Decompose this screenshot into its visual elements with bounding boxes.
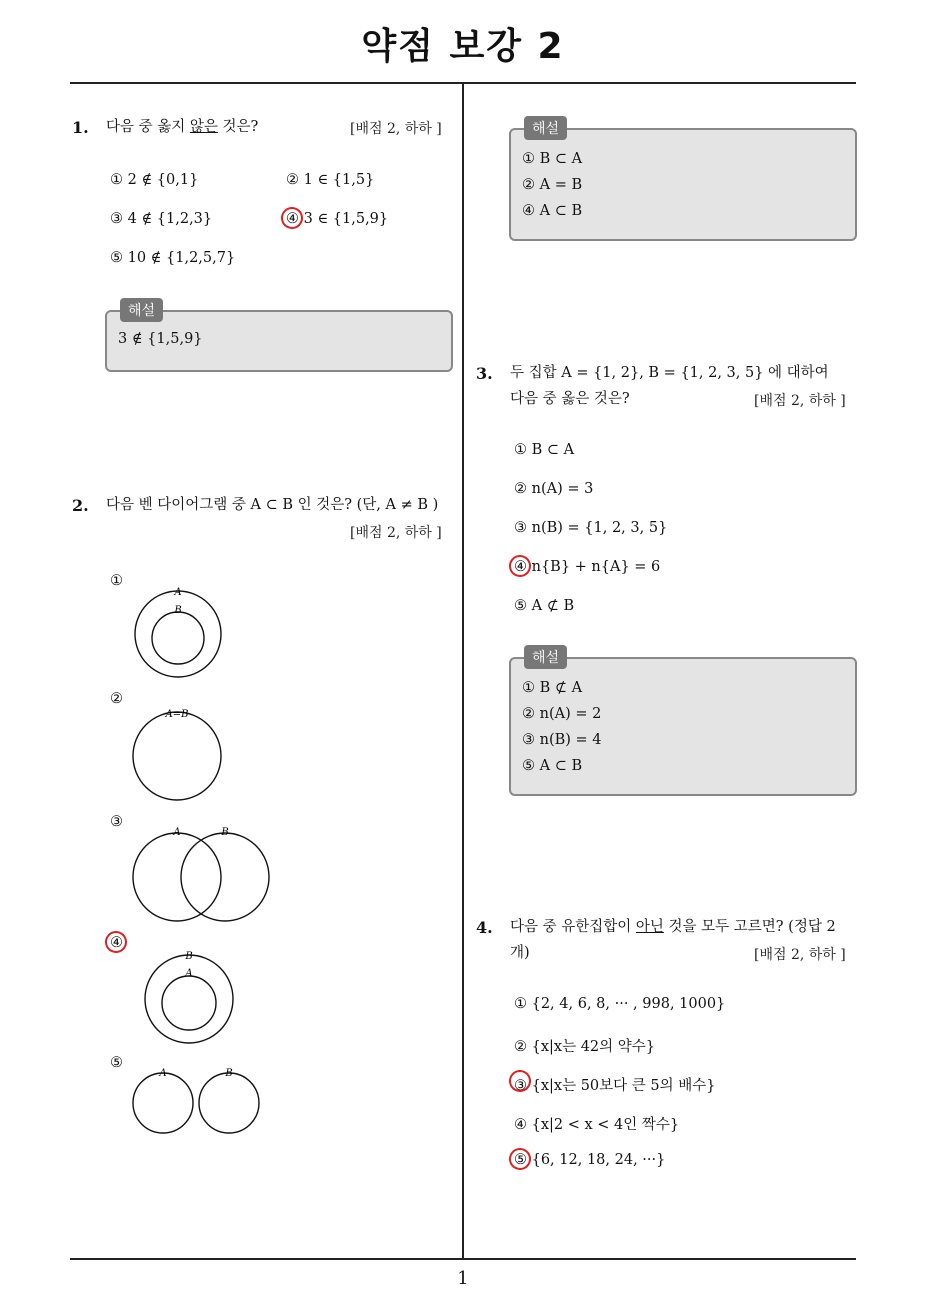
q1-meta: [배점 2, 하하 ] bbox=[350, 121, 442, 137]
venn-diagram-2 bbox=[125, 705, 235, 805]
venn-4-label-b: B bbox=[185, 951, 193, 962]
venn-3-label-a: A bbox=[173, 827, 181, 838]
q3-text-line-2: 다음 중 옳은 것은? bbox=[510, 391, 630, 407]
q1-option-2[interactable]: ② 1 ∈ {1,5} bbox=[286, 172, 375, 188]
q1-option-5[interactable]: ⑤ 10 ∉ {1,2,5,7} bbox=[110, 250, 236, 266]
venn-3-label-b: B bbox=[221, 827, 229, 838]
q3-explain-line-1: ① B ⊄ A bbox=[522, 680, 583, 696]
q4-text-line-1: 다음 중 유한집합이 아닌 것을 모두 고르면? (정답 2 bbox=[510, 919, 836, 935]
answer-mark-icon bbox=[103, 929, 130, 956]
venn-5-label-a: A bbox=[159, 1068, 167, 1079]
q4-option-1[interactable]: ① {2, 4, 6, 8, ··· , 998, 1000} bbox=[514, 996, 726, 1012]
q2-text: 다음 벤 다이어그램 중 A ⊂ B 인 것은? (단, A ≠ B ) bbox=[106, 497, 439, 513]
answer-mark-icon bbox=[279, 205, 306, 232]
q3-text-line-1: 두 집합 A = {1, 2}, B = {1, 2, 3, 5} 에 대하여 bbox=[510, 365, 829, 381]
q2-explain-tag: 해설 bbox=[524, 116, 567, 140]
footer-divider bbox=[70, 1258, 856, 1260]
answer-mark-icon bbox=[507, 1146, 534, 1173]
q3-meta: [배점 2, 하하 ] bbox=[754, 393, 846, 409]
q4-text-line-2: 개) bbox=[510, 945, 530, 961]
venn-4-label-a: A bbox=[185, 968, 193, 979]
q3-option-5[interactable]: ⑤ A ⊄ B bbox=[514, 598, 575, 614]
q3-number: 3. bbox=[476, 364, 493, 383]
q1-option-1[interactable]: ① 2 ∉ {0,1} bbox=[110, 172, 199, 188]
q2-option-2[interactable]: ② bbox=[110, 691, 123, 707]
q3-option-1[interactable]: ① B ⊂ A bbox=[514, 442, 575, 458]
q3-explain-tag: 해설 bbox=[524, 645, 567, 669]
q1-number: 1. bbox=[72, 118, 89, 137]
q3-option-3[interactable]: ③ n(B) = {1, 2, 3, 5} bbox=[514, 520, 668, 536]
q2-meta: [배점 2, 하하 ] bbox=[350, 525, 442, 541]
venn-diagram-3 bbox=[125, 823, 280, 928]
venn-2-label: A=B bbox=[165, 709, 189, 720]
q2-explain-line-2: ② A = B bbox=[522, 177, 583, 193]
q4-option-4[interactable]: ④ {x|2 < x < 4인 짝수} bbox=[514, 1117, 680, 1133]
venn-1-label-b: B bbox=[174, 605, 182, 616]
q3-option-2[interactable]: ② n(A) = 3 bbox=[514, 481, 594, 497]
venn-diagram-5 bbox=[125, 1063, 280, 1143]
q4-number: 4. bbox=[476, 918, 493, 937]
q4-option-2[interactable]: ② {x|x는 42의 약수} bbox=[514, 1039, 655, 1055]
q4-option-3[interactable]: ③ {x|x는 50보다 큰 5의 배수} bbox=[514, 1078, 716, 1094]
q2-explain-line-1: ① B ⊂ A bbox=[522, 151, 583, 167]
q1-text: 다음 중 옳지 않은 것은? bbox=[106, 119, 259, 135]
q3-explain-line-2: ② n(A) = 2 bbox=[522, 706, 602, 722]
q2-option-5[interactable]: ⑤ bbox=[110, 1055, 123, 1071]
venn-diagram-4 bbox=[135, 945, 245, 1045]
q3-option-4[interactable]: ④ n{B} + n{A} = 6 bbox=[514, 559, 661, 575]
q2-option-3[interactable]: ③ bbox=[110, 814, 123, 830]
venn-5-label-b: B bbox=[225, 1068, 233, 1079]
q2-option-4[interactable]: ④ bbox=[110, 935, 123, 951]
q4-meta: [배점 2, 하하 ] bbox=[754, 947, 846, 963]
q2-option-1[interactable]: ① bbox=[110, 573, 123, 589]
page-number: 1 bbox=[457, 1268, 469, 1289]
venn-1-label-a: A bbox=[174, 587, 182, 598]
answer-mark-icon bbox=[507, 553, 534, 580]
q1-option-3[interactable]: ③ 4 ∉ {1,2,3} bbox=[110, 211, 213, 227]
venn-diagram-1 bbox=[125, 580, 235, 680]
q2-number: 2. bbox=[72, 496, 89, 515]
q1-explain-line: 3 ∉ {1,5,9} bbox=[118, 331, 203, 347]
q3-explain-line-3: ③ n(B) = 4 bbox=[522, 732, 602, 748]
q1-explain-tag: 해설 bbox=[120, 298, 163, 322]
q1-option-4[interactable]: ④ 3 ∈ {1,5,9} bbox=[286, 211, 389, 227]
q3-explain-line-4: ⑤ A ⊂ B bbox=[522, 758, 583, 774]
q4-option-5[interactable]: ⑤ {6, 12, 18, 24, ···} bbox=[514, 1152, 666, 1168]
q2-explain-line-3: ④ A ⊂ B bbox=[522, 203, 583, 219]
page-title: 약점 보강 2 bbox=[361, 26, 565, 67]
column-divider bbox=[462, 84, 464, 1259]
